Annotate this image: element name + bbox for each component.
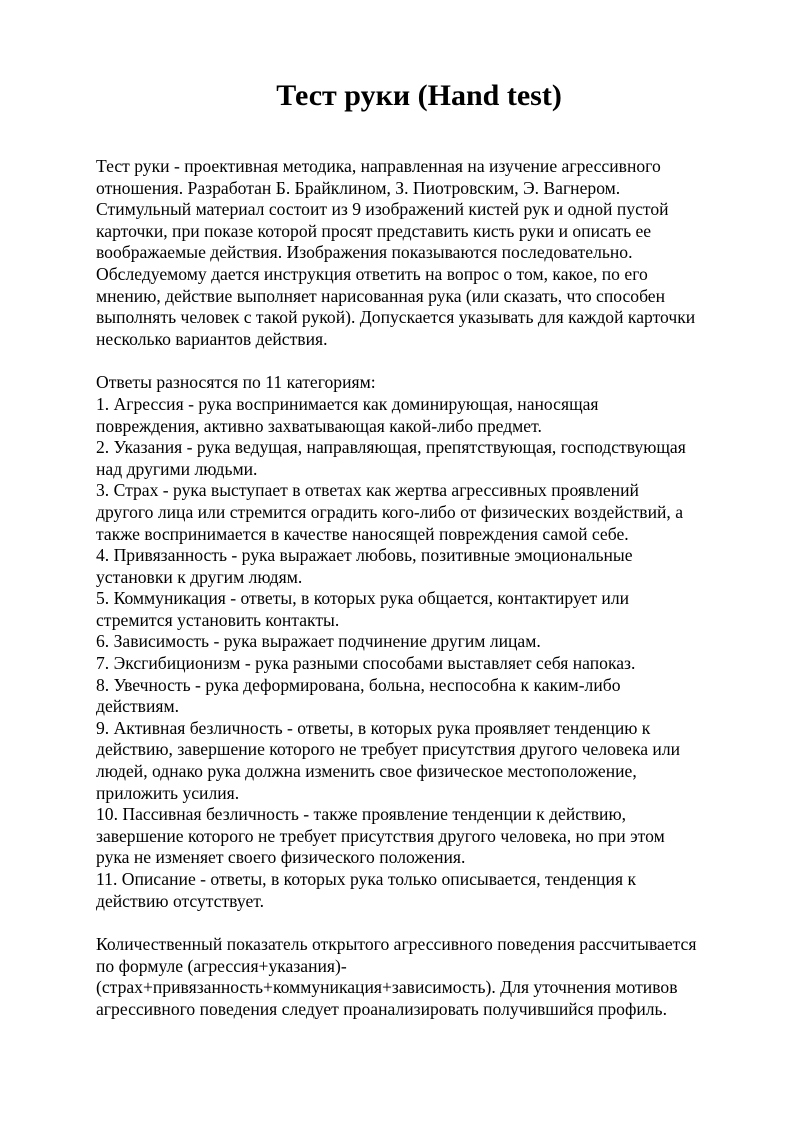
category-item-directions [96,437,756,480]
category-item-description [96,869,756,912]
category-line: 9. Активная безличность - ответы, в которых рука проявляет тенденцию к [96,717,651,738]
category-line: установки к другим людям. [96,566,303,587]
document-title: Тест руки (Hand test) [276,79,562,112]
category-line: 4. Привязанность - рука выражает любовь, позитивные эмоциональные [96,545,633,566]
categories-heading: Ответы разносятся по 11 категориям: [96,372,376,393]
category-line: людей, однако рука должна изменить свое физическое местоположение, [96,761,637,782]
category-line: 2. Указания - рука ведущая, направляющая, препятствующая, господствующая [96,437,686,458]
intro-line: Обследуемому дается инструкция ответить на вопрос о том, какое, по его [96,263,648,284]
category-line: 3. Страх - рука выступает в ответах как жертва агрессивных проявлений [96,480,639,501]
category-item-fear [96,480,756,545]
category-line: действиям. [96,696,180,717]
intro-line: Тест руки - проективная методика, направленная на изучение агрессивного [96,156,661,176]
intro-line: Стимульный материал состоит из 9 изображений кистей рук и одной пустой [96,199,669,220]
intro-line: несколько вариантов действия. [96,328,328,349]
category-line: действию отсутствует. [96,890,265,911]
category-line: 6. Зависимость - рука выражает подчинение другим лицам. [96,631,541,652]
category-item-communication [96,588,756,631]
formula-line: (страх+привязанность+коммуникация+зависимость). Для уточнения мотивов [96,977,678,998]
category-line: 10. Пассивная безличность - также проявление тенденции к действию, [96,804,627,825]
category-item-aggression [96,394,756,437]
category-line: рука не изменяет своего физического положения. [96,847,466,868]
category-line: повреждения, активно захватывающая какой-либо предмет. [96,415,542,436]
category-item-crippled [96,675,756,718]
category-line: 5. Коммуникация - ответы, в которых рука общается, контактирует или [96,588,630,609]
category-line: другого лица или стремится оградить кого-либо от физических воздействий, а [96,501,684,522]
intro-line: воображаемые действия. Изображения показываются последовательно. [96,242,633,263]
category-line: 8. Увечность - рука деформирована, больна, неспособна к каким-либо [96,674,621,695]
category-line: завершение которого не требует присутствия другого человека, но при этом [96,825,665,846]
category-line: над другими людьми. [96,458,258,479]
formula-line: по формуле (агрессия+указания)- [96,955,347,976]
category-line: 11. Описание - ответы, в которых рука только описывается, тенденция к [96,869,637,889]
category-item-active-impersonal [96,718,756,804]
intro-line: карточки, при показе которой просят представить кисть руки и описать ее [96,220,652,241]
formula-paragraph [96,934,756,1020]
category-item-dependence [96,631,756,653]
formula-line: Количественный показатель открытого агрессивного поведения рассчитывается [96,934,697,955]
category-line: также воспринимается в качестве наносящей повреждения самой себе. [96,523,629,544]
document-page [96,0,756,1021]
formula-line: агрессивного поведения следует проанализировать получившийся профиль. [96,998,667,1019]
category-line: стремится установить контакты. [96,609,340,630]
category-line: 1. Агрессия - рука воспринимается как доминирующая, наносящая [96,393,599,414]
intro-paragraph [96,156,756,350]
category-line: 7. Эксгибиционизм - рука разными способами выставляет себя напоказ. [96,653,636,674]
category-line: действию, завершение которого не требует присутствия другого человека или [96,739,681,760]
category-line: приложить усилия. [96,782,240,803]
category-item-passive-impersonal [96,804,756,869]
category-item-exhibitionism [96,653,756,675]
intro-line: мнению, действие выполняет нарисованная рука (или сказать, что способен [96,285,666,306]
category-item-affection [96,545,756,588]
intro-line: выполнять человек с такой рукой). Допускается указывать для каждой карточки [96,307,696,328]
intro-line: отношения. Разработан Б. Брайклином, З. Пиотровским, Э. Вагнером. [96,177,621,198]
categories-section [96,372,756,912]
